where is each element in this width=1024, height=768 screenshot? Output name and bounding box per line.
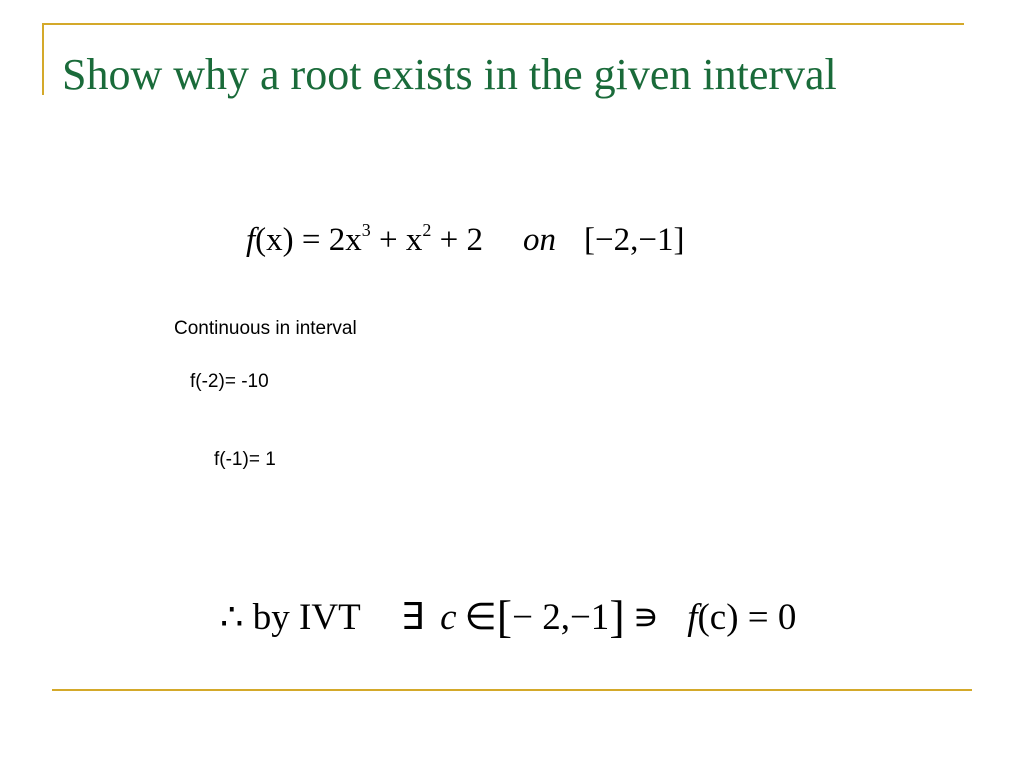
equation-exponent-3: 3 [361, 220, 371, 240]
therefore-by-ivt: ∴ by IVT [220, 597, 361, 638]
conclusion-statement [220, 592, 796, 643]
function-equation [246, 218, 684, 262]
bottom-rule [52, 689, 972, 691]
left-rule [42, 23, 44, 95]
note-f-neg1: f(-1)= 1 [214, 449, 276, 470]
element-of-symbol: ∈ [464, 597, 497, 638]
conclusion-f: f [687, 597, 698, 638]
equation-plus-2: + 2 [431, 222, 484, 258]
close-bracket: ] [609, 591, 625, 642]
top-rule [42, 23, 964, 25]
equation-on: on [523, 222, 557, 258]
open-bracket: [ [496, 591, 513, 642]
conclusion-interval: − 2,−1 [512, 597, 610, 638]
equation-exponent-2: 2 [422, 220, 432, 240]
equation-lhs: (x) = 2x [255, 222, 362, 258]
conclusion-c: c [440, 597, 457, 638]
equation-f: f [246, 222, 256, 258]
slide-title: Show why a root exists in the given interval [62, 50, 837, 99]
such-that-symbol: ∍ [632, 597, 660, 638]
note-f-neg2: f(-2)= -10 [190, 371, 269, 392]
note-continuous: Continuous in interval [174, 318, 357, 339]
equation-plus-x: + x [370, 222, 423, 258]
conclusion-fc: (c) = 0 [697, 597, 797, 638]
equation-interval: [−2,−1] [584, 222, 685, 258]
exists-symbol: ∃ [400, 597, 425, 638]
